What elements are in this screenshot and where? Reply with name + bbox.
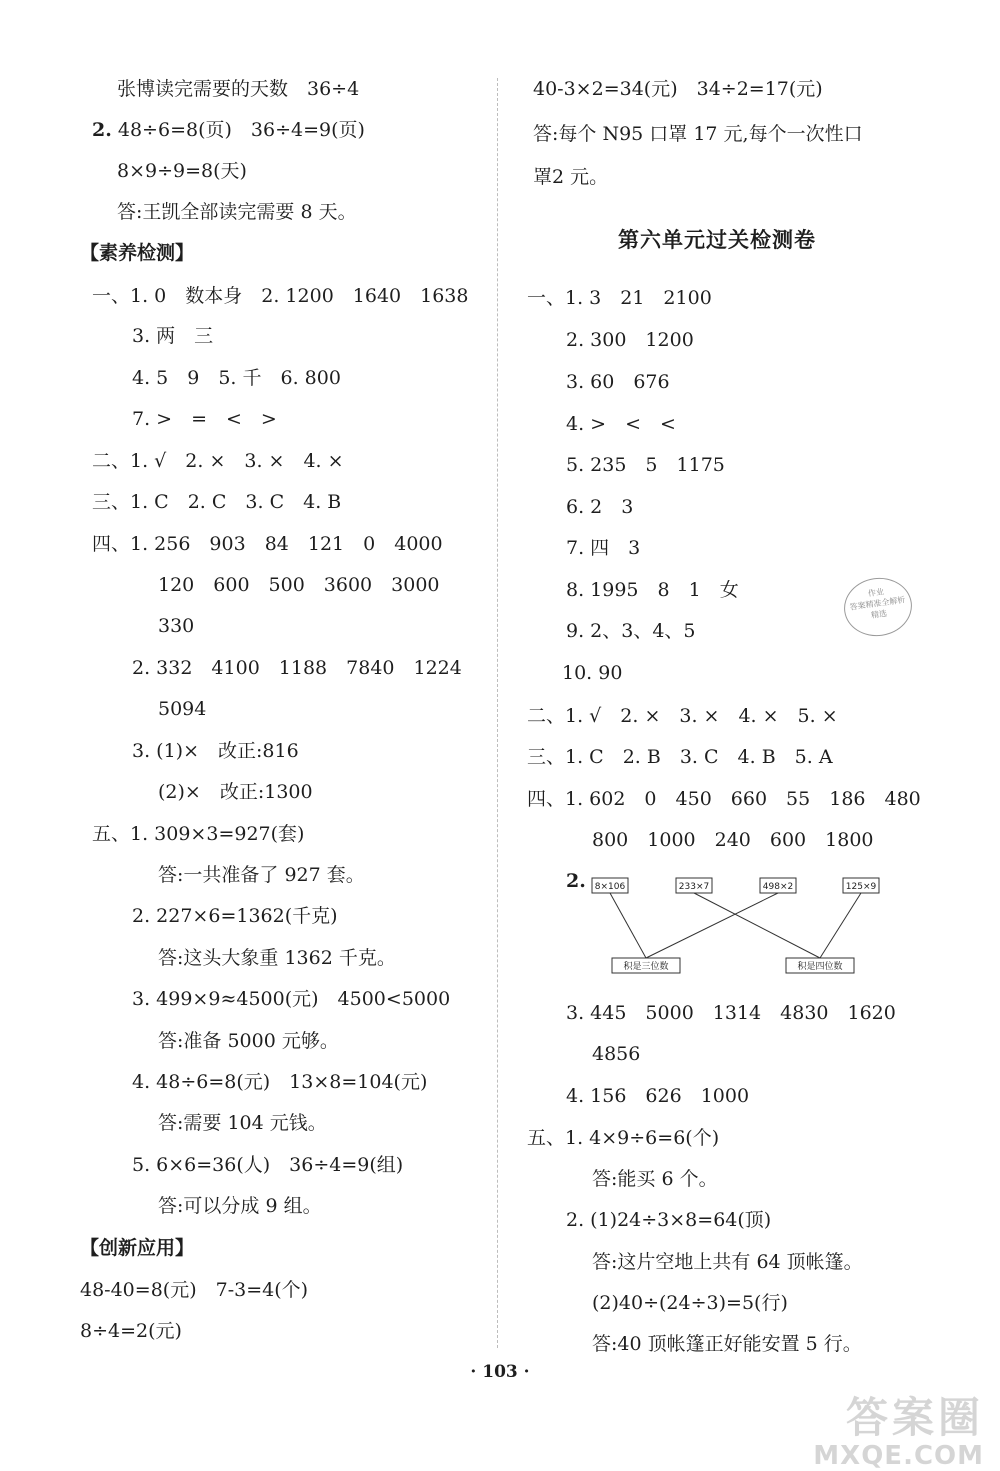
- stamp-seal: 作业 答案精准全解析 精选: [840, 574, 915, 641]
- right-answer-line: 5. 235 5 1175: [566, 454, 725, 476]
- left-answer-line: 8÷4=2(元): [80, 1320, 182, 1342]
- right-answer-line: 罩2 元。: [533, 166, 609, 188]
- left-answer-line: 48-40=8(元) 7-3=4(个): [80, 1279, 309, 1301]
- left-answer-line: 3. 499×9≈4500(元) 4500<5000: [132, 988, 451, 1010]
- right-answer-line: 2.: [566, 870, 586, 892]
- right-answer-line: 8. 1995 8 1 女: [566, 579, 739, 601]
- left-line-1: 张博读完需要的天数 36÷4: [117, 78, 360, 100]
- match-box-bottom-label: 积是三位数: [623, 962, 669, 972]
- column-divider: [497, 78, 498, 1348]
- left-answer-line: 3. 两 三: [132, 325, 214, 347]
- right-answer-line: 2. (1)24÷3×8=64(顶): [566, 1209, 772, 1231]
- right-answer-line: 答:每个 N95 口罩 17 元,每个一次性口: [533, 123, 863, 145]
- left-answer-line: 答:这头大象重 1362 千克。: [158, 947, 396, 969]
- match-box-top-label: 498×2: [762, 882, 794, 892]
- left-line-2-text: 48÷6=8(页) 36÷4=9(页): [111, 119, 365, 141]
- left-answer-line: 4. 5 9 5. 千 6. 800: [132, 367, 341, 389]
- left-answer-line: (2)× 改正:1300: [158, 781, 313, 803]
- right-answer-line: 3. 445 5000 1314 4830 1620: [566, 1002, 896, 1024]
- match-box-bottom-label: 积是四位数: [797, 962, 843, 972]
- right-answer-line: 2. 300 1200: [566, 329, 694, 351]
- left-answer-line: 2. 227×6=1362(千克): [132, 905, 338, 927]
- page-number: · 103 ·: [470, 1362, 530, 1382]
- right-answer-line: 答:能买 6 个。: [592, 1168, 718, 1190]
- page-title: 第六单元过关检测卷: [618, 228, 816, 252]
- right-answer-line: 3. 60 676: [566, 371, 670, 393]
- right-answer-line: 三、1. C 2. B 3. C 4. B 5. A: [527, 746, 833, 768]
- match-box-top-label: 233×7: [678, 882, 710, 892]
- right-answer-line: 一、1. 3 21 2100: [527, 287, 712, 309]
- left-answer-line: 三、1. C 2. C 3. C 4. B: [92, 491, 342, 513]
- left-answer-line: 二、1. √ 2. × 3. × 4. ×: [92, 450, 344, 472]
- left-answer-line: 答:需要 104 元钱。: [158, 1112, 327, 1134]
- right-answer-line: 四、1. 602 0 450 660 55 186 480: [527, 788, 921, 810]
- section-heading-innovation: 【创新应用】: [80, 1237, 195, 1259]
- match-box-top-label: 125×9: [845, 882, 877, 892]
- right-answer-line: 4. 156 626 1000: [566, 1085, 750, 1107]
- match-line: [820, 893, 861, 958]
- match-box-top-label: 8×106: [594, 882, 626, 892]
- right-answer-line: 6. 2 3: [566, 496, 634, 518]
- left-answer-line: 4. 48÷6=8(元) 13×8=104(元): [132, 1071, 428, 1093]
- right-answer-line: 五、1. 4×9÷6=6(个): [527, 1127, 720, 1149]
- left-answer-line: 一、1. 0 数本身 2. 1200 1640 1638: [92, 285, 469, 307]
- right-answer-line: 7. 四 3: [566, 537, 641, 559]
- left-answer-line: 五、1. 309×3=927(套): [92, 823, 305, 845]
- right-answer-line: 4. > < <: [566, 413, 676, 435]
- right-answer-line: 800 1000 240 600 1800: [592, 829, 874, 851]
- left-answer-line: 答:一共准备了 927 套。: [158, 864, 365, 886]
- right-answer-line: 答:这片空地上共有 64 顶帐篷。: [592, 1251, 863, 1273]
- right-answer-line: 40-3×2=34(元) 34÷2=17(元): [533, 78, 823, 100]
- left-answer-line: 答:可以分成 9 组。: [158, 1195, 322, 1217]
- right-answer-line: 答:40 顶帐篷正好能安置 5 行。: [592, 1333, 862, 1355]
- left-line-4: 答:王凯全部读完需要 8 天。: [117, 201, 357, 223]
- left-answer-line: 2. 332 4100 1188 7840 1224: [132, 657, 462, 679]
- left-answer-line: 120 600 500 3600 3000: [158, 574, 440, 596]
- right-answer-line: 9. 2、3、4、5: [566, 620, 696, 642]
- left-answer-line: 5. 6×6=36(人) 36÷4=9(组): [132, 1154, 404, 1176]
- right-answer-line: (2)40÷(24÷3)=5(行): [592, 1292, 788, 1314]
- item-number: 2.: [92, 119, 112, 141]
- right-answer-line: 二、1. √ 2. × 3. × 4. × 5. ×: [527, 705, 838, 727]
- left-answer-line: 5094: [158, 698, 207, 720]
- match-line: [610, 893, 646, 958]
- left-line-3: 8×9÷9=8(天): [117, 160, 247, 182]
- left-answer-line: 3. (1)× 改正:816: [132, 740, 299, 762]
- left-answer-line: 7. > = < >: [132, 408, 277, 430]
- left-answer-line: 330: [158, 615, 195, 637]
- left-answer-line: 四、1. 256 903 84 121 0 4000: [92, 533, 443, 555]
- section-heading-literacy: 【素养检测】: [80, 242, 195, 264]
- watermark-logo: 答案圈 MXQE.COM: [813, 1393, 984, 1471]
- right-answer-line: 10. 90: [562, 662, 623, 684]
- left-answer-line: 答:准备 5000 元够。: [158, 1030, 339, 1052]
- left-line-2: [92, 117, 365, 143]
- right-answer-line: 4856: [592, 1043, 641, 1065]
- matching-diagram: [590, 870, 890, 980]
